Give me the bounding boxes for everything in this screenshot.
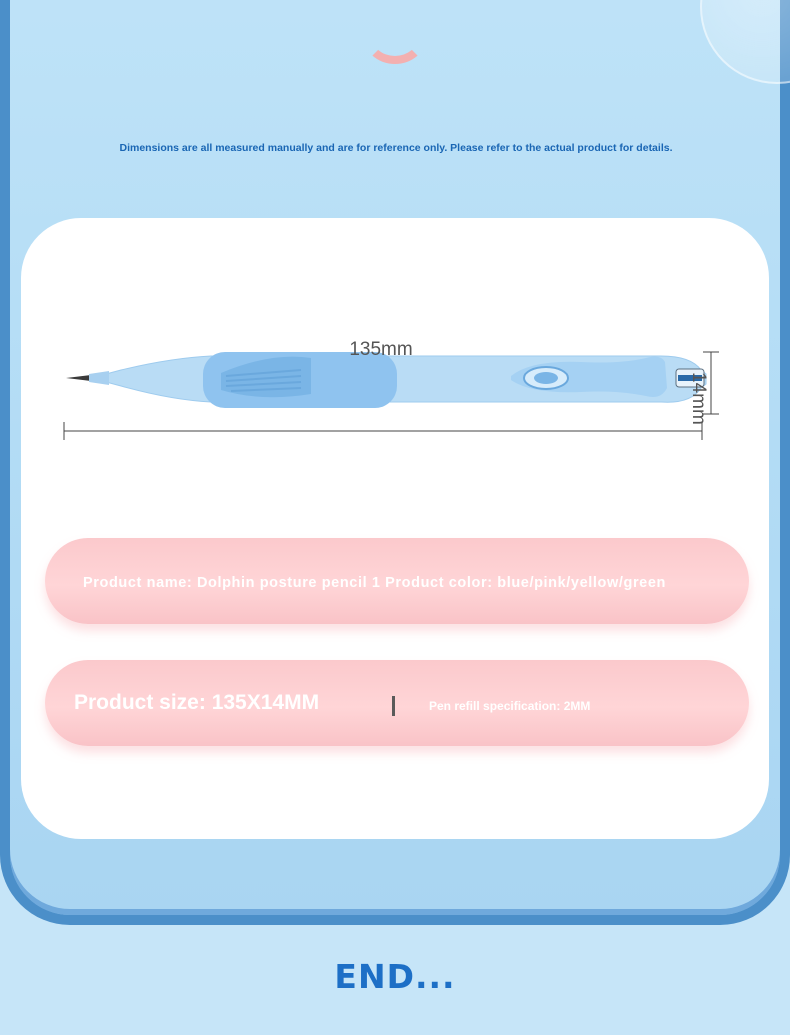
width-dimension-line bbox=[61, 418, 711, 448]
refill-spec-text: Pen refill specification: 2MM bbox=[429, 699, 591, 713]
width-dimension-label: 135mm bbox=[349, 339, 413, 360]
disclaimer-text: Dimensions are all measured manually and are for reference only. Please refer to the actual product for details. bbox=[119, 142, 673, 154]
smile-decoration bbox=[364, 10, 426, 64]
product-size-text: Product size: 135X14MM bbox=[74, 691, 320, 714]
product-size-banner bbox=[45, 660, 749, 746]
height-dimension-label: 14mm bbox=[688, 372, 709, 425]
product-name-text: Product name: Dolphin posture pencil 1 Product color: blue/pink/yellow/green bbox=[83, 575, 666, 591]
divider bbox=[392, 696, 395, 716]
product-name-banner bbox=[45, 538, 749, 624]
end-label: END... bbox=[334, 957, 456, 996]
